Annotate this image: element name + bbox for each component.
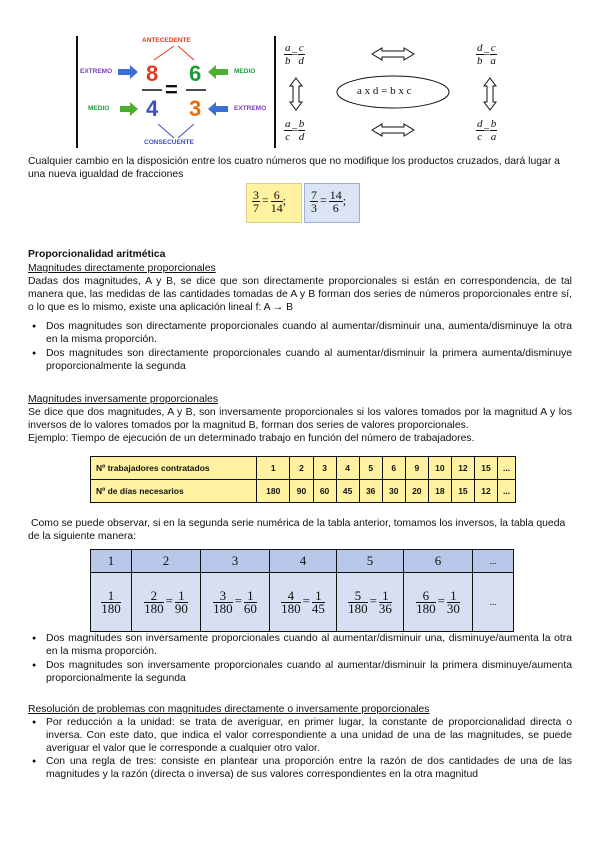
table-cell: 5 [337,550,404,573]
label-antecedente: ANTECEDENTE [142,37,191,44]
pointer-antecedente-a [154,46,174,60]
table-cell: ... [473,550,514,573]
table-cell: $\frac{5}{180}$ = $\frac{1}{36}$ [337,573,404,632]
table-cell: 2 [290,457,313,480]
table-cell: 15 [474,457,497,480]
label-extremo-right: EXTREMO [234,105,267,112]
number-a: 8 [146,61,159,86]
table-cell: $\frac{4}{180}$ = $\frac{1}{45}$ [270,573,337,632]
pointer-consecuente-b [158,124,174,138]
table-cell: ... [498,480,516,503]
table-cell: ... [473,573,514,632]
table-cell: 1 [257,457,290,480]
prop-f2: $\frac{d}{b}$ = $\frac{c}{a}$ [477,42,496,67]
direct-bullets [28,320,572,373]
double-arrow-right-icon [484,78,496,110]
label-consecuente: CONSECUENTE [144,139,194,146]
example-1: $\frac{3}{7}$ = $\frac{6}{14}$ ; [246,183,302,223]
number-b: 4 [146,96,159,121]
table-cell: 12 [474,480,497,503]
table-cell: 2 [132,550,201,573]
list-item: ● Con una regla de tres: consiste en plantear una proporción entre la razón de dos cantidades de una de las magnitudes y la razón (directa o inversa) de sus valores correspondientes en la otra magnitud [28,755,572,781]
arrow-extremo-left-icon [118,65,138,79]
double-arrow-top-icon [372,48,414,60]
table-cell: 6 [404,550,473,573]
table-cell: 5 [359,457,382,480]
table-cell: 20 [405,480,428,503]
table-row [91,480,516,503]
prop-f1: $\frac{a}{b}$ = $\frac{c}{d}$ [285,42,304,67]
arrow-extremo-right-icon [208,102,228,116]
inverse-heading: Magnitudes inversamente proporcionales [28,394,219,405]
table-cell: 6 [382,457,405,480]
arrow-medio-left-icon [120,102,138,116]
inverse-after-table: Como se puede observar, si en la segunda serie numérica de la tabla anterior, tomamos los inversos, la tabla queda de la siguiente manera: [28,518,566,542]
direct-heading: Magnitudes directamente proporcionales [28,263,216,274]
section-title: Proporcionalidad aritmética [28,249,166,260]
table-cell: 4 [336,457,359,480]
proportion-diagram [76,36,276,148]
direct-text: Dadas dos magnitudes, A y B, se dice que son directamente proporcionales si están en correspondencia, de tal manera que, las medidas de las cantidades tomadas de A y B forman dos series de números proporcionales entre sí, o lo que es lo mismo, existe una aplicación lineal f: A → B [28,276,572,313]
double-arrow-left-icon [290,78,302,110]
workers-days-table [90,456,516,503]
table-cell: 10 [428,457,451,480]
table-cell: 36 [359,480,382,503]
table-cell: $\frac{1}{180}$ [91,573,132,632]
inverse-example: Ejemplo: Tiempo de ejecución de un determinado trabajo en función del número de trabajadores. [28,433,475,444]
table-cell: $\frac{2}{180}$ = $\frac{1}{90}$ [132,573,201,632]
table-cell: 45 [336,480,359,503]
table-cell: ... [498,457,516,480]
label-extremo-left: EXTREMO [80,68,113,75]
equals-sign: = [165,77,178,102]
table-cell: Nº trabajadores contratados [91,457,257,480]
table-cell: 9 [405,457,428,480]
table-row [91,573,514,632]
resolution-heading: Resolución de problemas con magnitudes directamente o inversamente proporcionales [28,704,430,715]
number-c: 6 [189,61,202,86]
table-cell: 4 [270,550,337,573]
table-cell: 18 [428,480,451,503]
resolution-bullets [28,716,572,781]
list-item: ● Dos magnitudes son directamente proporcionales cuando al aumentar/disminuir una, aumenta/disminuye la otra en la misma proporción. [28,320,572,346]
list-item: ● Dos magnitudes son inversamente proporcionales cuando al aumentar/disminuir una, disminuye/aumenta la otra en la misma proporción. [28,632,572,658]
table-row [91,550,514,573]
table-row [91,457,516,480]
list-item: ● Dos magnitudes son directamente proporcionales cuando al aumentar/disminuir la primera aumenta/disminuye proporcionalmente la segunda [28,347,572,373]
label-medio-left: MEDIO [88,105,110,112]
prop-f3: $\frac{a}{c}$ = $\frac{b}{d}$ [285,118,305,143]
list-item: ● Por reducción a la unidad: se trata de averiguar, en primer lugar, la constante de proporcionalidad directa o inversa. Con este dato, que indica el valor correspondiente a una unidad de una de las magnitudes, se puede averiguar el valor que le corresponde a cualquier otro valor. [28,716,572,755]
table-cell: 180 [257,480,290,503]
table-cell: 90 [290,480,313,503]
inverse-text: Se dice que dos magnitudes, A y B, son inversamente proporcionales si los valores tomados por la magnitud A y los inversos de lo valores tomados por la magnitud B, forman dos series de valores proporcionales. [28,407,572,431]
pointer-antecedente-c [178,46,194,60]
table-cell: 3 [201,550,270,573]
table-cell: 30 [382,480,405,503]
table-cell: 3 [313,457,336,480]
inverse-bullets [28,632,572,685]
table-cell: 60 [313,480,336,503]
double-arrow-bottom-icon [372,124,414,136]
list-item: ● Dos magnitudes son inversamente proporcionales cuando al aumentar/disminuir la primera disminuye/aumenta proporcionalmente la segunda [28,659,572,685]
number-d: 3 [189,96,202,121]
cross-product: a x d = b x c [357,85,412,97]
intro-text: Cualquier cambio en la disposición entre los cuatro números que no modifique los productos cruzados, dará lugar a una nueva igualdad de fracciones [28,156,560,180]
inverse-values-table [90,549,514,632]
table-cell: Nº de días necesarios [91,480,257,503]
pointer-consecuente-d [178,124,194,138]
table-cell: 1 [91,550,132,573]
label-medio-right: MEDIO [234,68,256,75]
table-cell: 15 [451,480,474,503]
prop-f4: $\frac{d}{c}$ = $\frac{b}{a}$ [477,118,497,143]
table-cell: 12 [451,457,474,480]
table-cell: $\frac{3}{180}$ = $\frac{1}{60}$ [201,573,270,632]
example-2: $\frac{7}{3}$ = $\frac{14}{6}$ ; [304,183,360,223]
arrow-medio-right-icon [208,65,228,79]
table-cell: $\frac{6}{180}$ = $\frac{1}{30}$ [404,573,473,632]
